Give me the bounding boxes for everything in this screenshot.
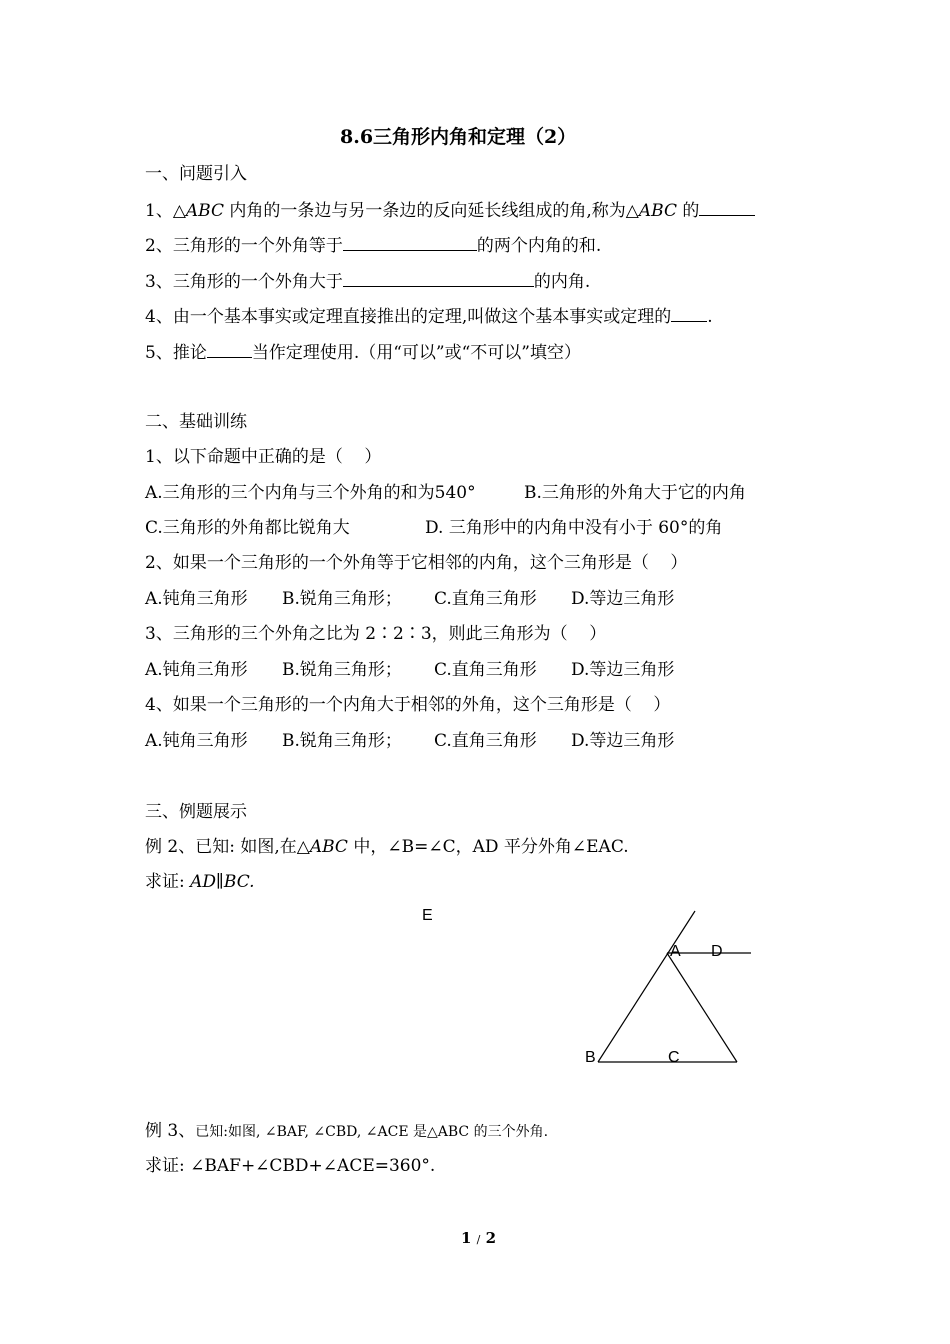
label-d: D [711, 943, 723, 960]
sec2-q4-option-c: C.直角三角形 [434, 731, 537, 751]
ex2-abc: ABC [309, 837, 348, 857]
sec2-q1-option-a: A.三角形的三个内角与三个外角的和为540° [145, 483, 476, 503]
label-b: B [585, 1049, 596, 1066]
q5-pre: 5、推论 [145, 343, 207, 363]
sec2-q4-option-b: B.锐角三角形； [282, 731, 402, 751]
sec2-q3-option-d: D.等边三角形 [571, 660, 675, 680]
page-current: 1 [461, 1229, 472, 1247]
section3-heading: 三、例题展示 [145, 802, 247, 822]
example3-prove: 求证: ∠BAF+∠CBD+∠ACE=360°. [145, 1156, 436, 1176]
q1-abc2: ABC [638, 201, 677, 221]
q1-num: 1、 [145, 201, 173, 221]
sec2-q1-stem: 1、以下命题中正确的是（ ） [145, 447, 382, 467]
sec2-q2-option-d: D.等边三角形 [571, 589, 675, 609]
q1-abc: ABC [185, 201, 224, 221]
sec2-q4-option-d: D.等边三角形 [571, 731, 675, 751]
label-e: E [422, 907, 433, 924]
sec2-q2-option-b: B.锐角三角形； [282, 589, 402, 609]
page-title: 8.6三角形内角和定理（2） [340, 126, 577, 148]
page-separator: / [476, 1233, 481, 1246]
ex2-pre: 例 2、已知: 如图,在△ [145, 837, 310, 857]
sec2-q3-option-a: A.钝角三角形 [145, 660, 248, 680]
q1-triangle: △ [172, 201, 186, 221]
ex2-prove-label: 求证: [145, 872, 191, 892]
ex3-given: 已知:如图, ∠BAF, ∠CBD, ∠ACE 是△ABC 的三个外角. [195, 1124, 549, 1140]
q3-pre: 3、三角形的一个外角大于 [145, 272, 343, 292]
page-total: 2 [485, 1229, 497, 1247]
q2-post: 的两个内角的和. [476, 236, 602, 256]
section1-heading: 一、问题引入 [145, 164, 247, 184]
sec2-q2-stem: 2、如果一个三角形的一个外角等于它相邻的内角，这个三角形是（ ） [145, 553, 688, 573]
q4-pre: 4、由一个基本事实或定理直接推出的定理,叫做这个基本事实或定理的 [145, 307, 672, 327]
sec2-q3-stem: 3、三角形的三个外角之比为 2∶2∶3，则此三角形为（ ） [145, 624, 607, 644]
sec2-q2-option-a: A.钝角三角形 [145, 589, 248, 609]
ex2-post: 中，∠B=∠C，AD 平分外角∠EAC. [347, 837, 629, 857]
q2-pre: 2、三角形的一个外角等于 [145, 236, 343, 256]
sec2-q4-stem: 4、如果一个三角形的一个内角大于相邻的外角，这个三角形是（ ） [145, 695, 671, 715]
sec2-q2-option-c: C.直角三角形 [434, 589, 537, 609]
page-number [461, 1229, 496, 1247]
sec2-q3-option-c: C.直角三角形 [434, 660, 537, 680]
sec2-q3-option-b: B.锐角三角形； [282, 660, 402, 680]
ex2-prove-statement: AD∥BC. [190, 872, 255, 892]
q5-post: 当作定理使用.（用“可以”或“不可以”填空） [251, 343, 581, 363]
sec2-q1-option-d: D. 三角形中的内角中没有小于 60°的角 [425, 518, 723, 538]
sec2-q1-option-c: C.三角形的外角都比锐角大 [145, 518, 350, 538]
segment-ba-extended [598, 911, 695, 1062]
q1-end: 的 [676, 201, 700, 221]
section2-heading: 二、基础训练 [145, 412, 247, 432]
label-a: A [670, 943, 681, 960]
q3-post: 的内角. [533, 272, 591, 292]
label-c: C [668, 1049, 680, 1066]
ex3-pre: 例 3、 [145, 1121, 196, 1141]
q1-text: 内角的一条边与另一条边的反向延长线组成的角,称为△ [224, 201, 639, 221]
segment-ac [667, 953, 737, 1062]
q4-post: . [707, 307, 713, 327]
sec2-q4-option-a: A.钝角三角形 [145, 731, 248, 751]
sec2-q1-option-b: B.三角形的外角大于它的内角 [524, 483, 746, 503]
example3-given [145, 1120, 548, 1143]
